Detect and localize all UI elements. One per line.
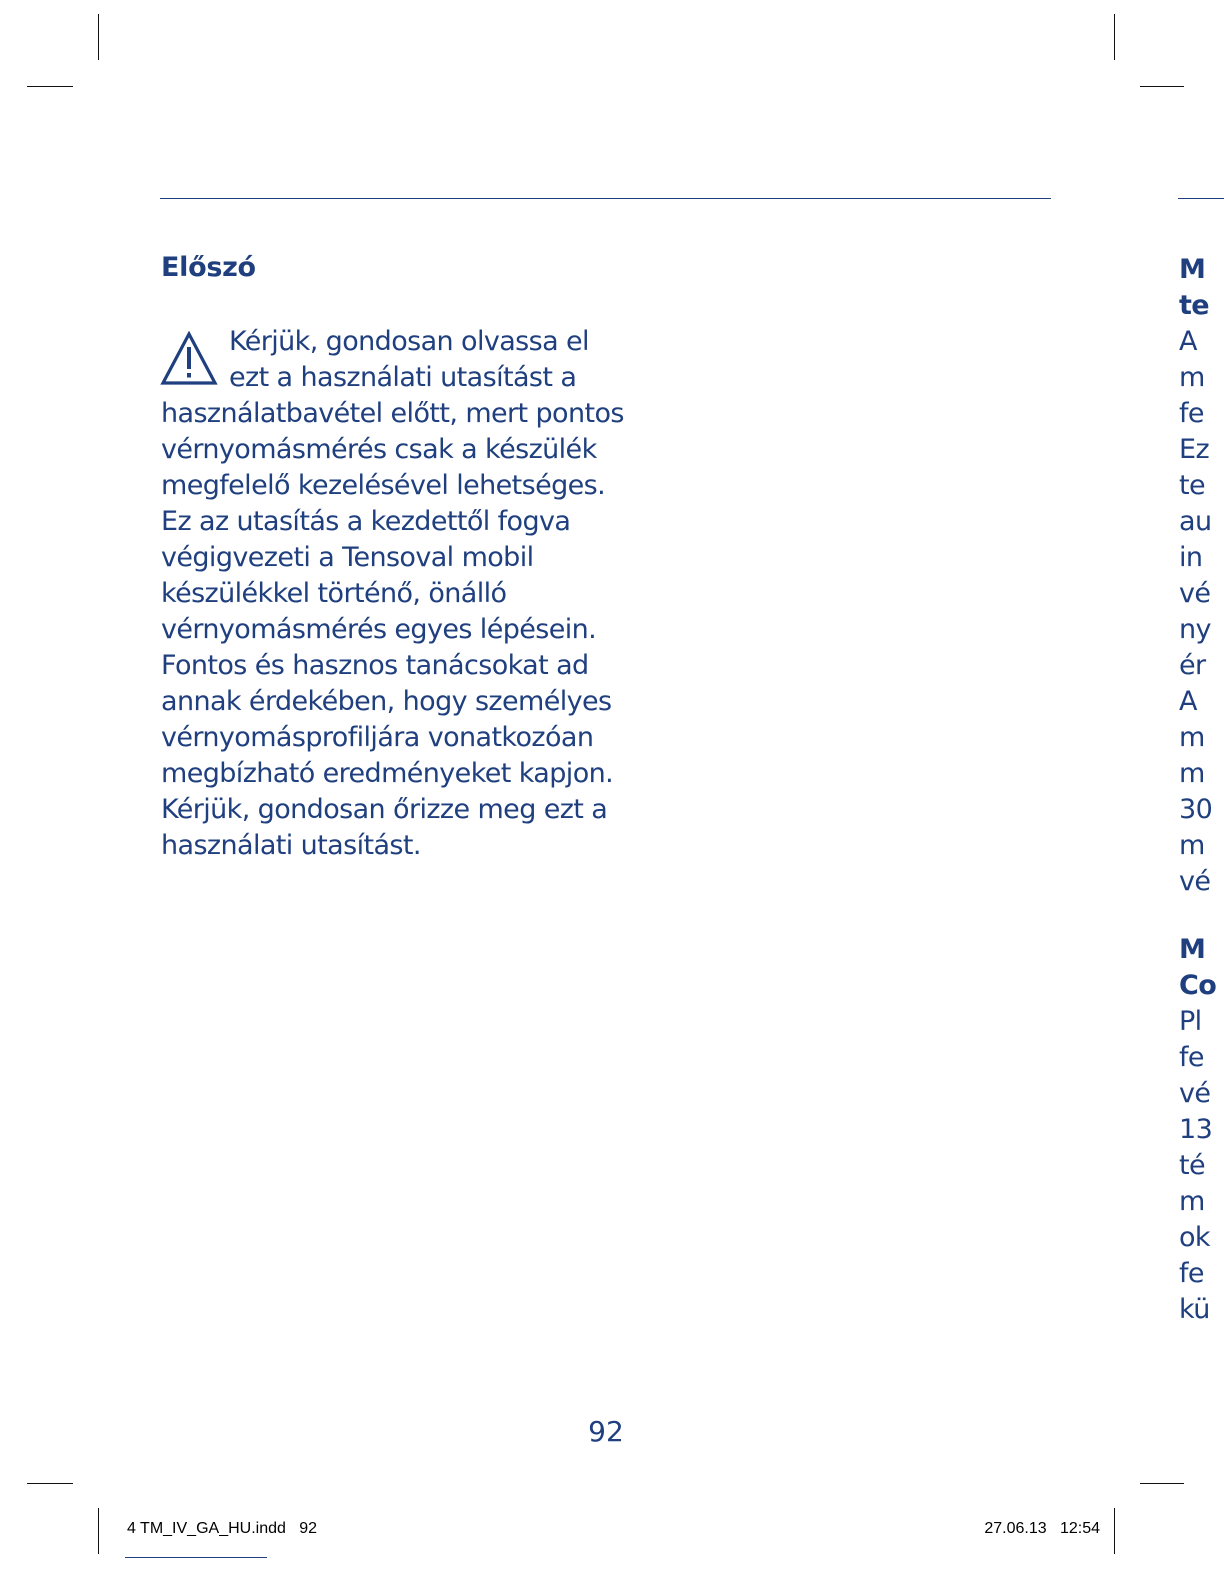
right-text-fragment: A xyxy=(1179,326,1197,357)
right-heading-fragment: te xyxy=(1179,290,1210,321)
right-heading-fragment: Co xyxy=(1179,970,1217,1001)
right-text-fragment: ny xyxy=(1179,614,1211,645)
slug-time: 12:54 xyxy=(1059,1520,1100,1537)
right-heading-fragment: M xyxy=(1179,934,1206,965)
right-text-fragment: fe xyxy=(1179,1042,1204,1073)
text-line: vérnyomásprofiljára vonatkozóan xyxy=(161,722,594,753)
foreword-paragraph xyxy=(161,324,624,864)
text-line: vérnyomásmérés csak a készülék xyxy=(161,434,597,465)
crop-mark xyxy=(1114,1508,1115,1554)
crop-mark xyxy=(27,1483,73,1484)
crop-mark xyxy=(1140,86,1184,87)
text-line: végigvezeti a Tensoval mobil xyxy=(161,542,534,573)
right-column-block-1 xyxy=(1179,252,1224,900)
text-line: megfelelő kezelésével lehetséges. xyxy=(161,470,606,501)
right-text-fragment: vé xyxy=(1179,578,1211,609)
text-line: Ez az utasítás a kezdettől fogva xyxy=(161,506,571,537)
text-line: annak érdekében, hogy személyes xyxy=(161,686,612,717)
text-line: ezt a használati utasítást a xyxy=(229,362,577,393)
right-text-fragment: té xyxy=(1179,1150,1205,1181)
right-text-fragment: m xyxy=(1179,830,1205,861)
right-column-block-2 xyxy=(1179,932,1224,1328)
text-line: Fontos és hasznos tanácsokat ad xyxy=(161,650,589,681)
slug-timestamp xyxy=(984,1520,1100,1538)
right-text-fragment: m xyxy=(1179,1186,1205,1217)
right-text-fragment: Ez xyxy=(1179,434,1210,465)
header-rule-right xyxy=(1178,198,1224,199)
page-number: 92 xyxy=(588,1415,624,1448)
right-text-fragment: m xyxy=(1179,722,1205,753)
header-rule xyxy=(160,198,1051,199)
right-text-fragment: kü xyxy=(1179,1294,1210,1325)
text-line: Kérjük, gondosan őrizze meg ezt a xyxy=(161,794,608,825)
section-heading: Előszó xyxy=(161,252,256,283)
crop-mark xyxy=(1140,1483,1184,1484)
right-text-fragment: fe xyxy=(1179,1258,1204,1289)
slug-underline xyxy=(125,1557,267,1558)
text-line: használati utasítást. xyxy=(161,830,421,861)
right-heading-fragment: M xyxy=(1179,254,1206,285)
right-text-fragment: m xyxy=(1179,362,1205,393)
crop-mark xyxy=(27,86,73,87)
text-line: vérnyomásmérés egyes lépésein. xyxy=(161,614,597,645)
crop-mark xyxy=(98,1508,99,1554)
right-text-fragment: fe xyxy=(1179,398,1204,429)
text-line: megbízható eredményeket kapjon. xyxy=(161,758,614,789)
text-line: készülékkel történő, önálló xyxy=(161,578,507,609)
right-text-fragment: vé xyxy=(1179,1078,1211,1109)
right-text-fragment: m xyxy=(1179,758,1205,789)
right-text-fragment: in xyxy=(1179,542,1203,573)
right-text-fragment: 30 xyxy=(1179,794,1213,825)
crop-mark xyxy=(1114,14,1115,60)
right-text-fragment: te xyxy=(1179,470,1205,501)
right-text-fragment: ok xyxy=(1179,1222,1210,1253)
text-line: használatbavétel előtt, mert pontos xyxy=(161,398,624,429)
right-text-fragment: Pl xyxy=(1179,1006,1202,1037)
text-line: Kérjük, gondosan olvassa el xyxy=(229,326,589,357)
right-text-fragment: 13 xyxy=(1179,1114,1213,1145)
crop-mark xyxy=(98,14,99,60)
right-text-fragment: A xyxy=(1179,686,1197,717)
right-text-fragment: ér xyxy=(1179,650,1206,681)
slug-date: 27.06.13 xyxy=(984,1520,1047,1537)
right-text-fragment: au xyxy=(1179,506,1212,537)
right-text-fragment: vé xyxy=(1179,866,1211,897)
slug-filename: 4 TM_IV_GA_HU.indd 92 xyxy=(127,1520,318,1537)
